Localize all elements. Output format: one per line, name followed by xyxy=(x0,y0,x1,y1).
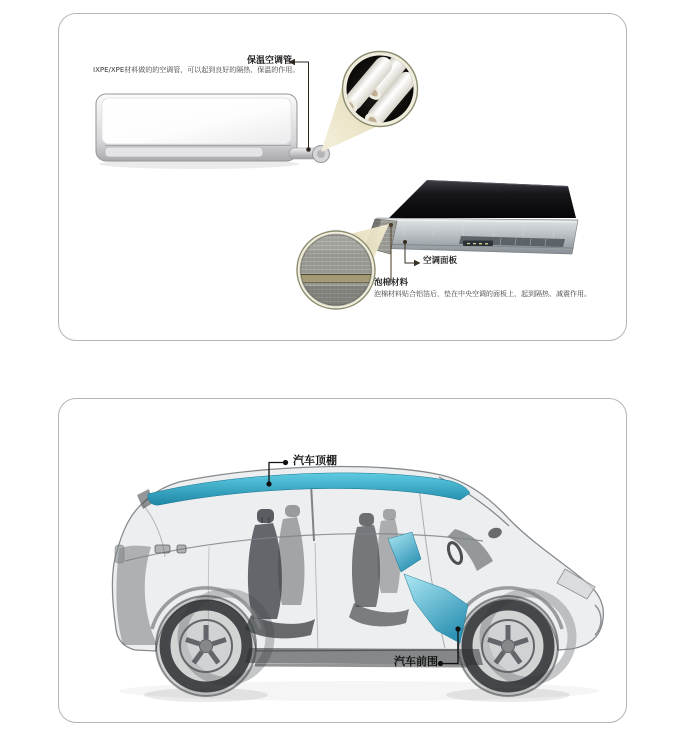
foam-material-description: 泡棉材料贴合铝箔后，垫在中央空调的面板上，起到隔热、减震作用。 xyxy=(374,290,591,298)
car-front-wall-callout-label: 汽车前围 xyxy=(394,655,438,668)
door-handle-2 xyxy=(177,545,186,553)
tail-lamp xyxy=(115,545,124,563)
foam-foil-texture-icon xyxy=(297,231,375,309)
car-illustration-panel xyxy=(58,398,627,723)
pipe-description: IXPE/XPE材料做的的空调管，可以起到良好的隔热、保温的作用。 xyxy=(93,66,300,74)
rocker-sill xyxy=(245,648,483,665)
rear-wheel xyxy=(156,596,256,696)
pipe-callout-label: 保温空调管 xyxy=(246,56,292,66)
ceiling-ac-unit xyxy=(365,180,578,254)
foam-material-title: 泡棉材料 xyxy=(374,278,409,288)
ac-illustration-panel xyxy=(58,13,627,341)
front-wheel xyxy=(458,596,558,696)
wall-ac-unit xyxy=(96,94,330,169)
car-illustration xyxy=(59,399,626,722)
door-handle xyxy=(155,545,170,553)
car-roof-callout-label: 汽车顶棚 xyxy=(293,454,337,467)
ac-panel-callout-label: 空调面板 xyxy=(423,256,458,266)
